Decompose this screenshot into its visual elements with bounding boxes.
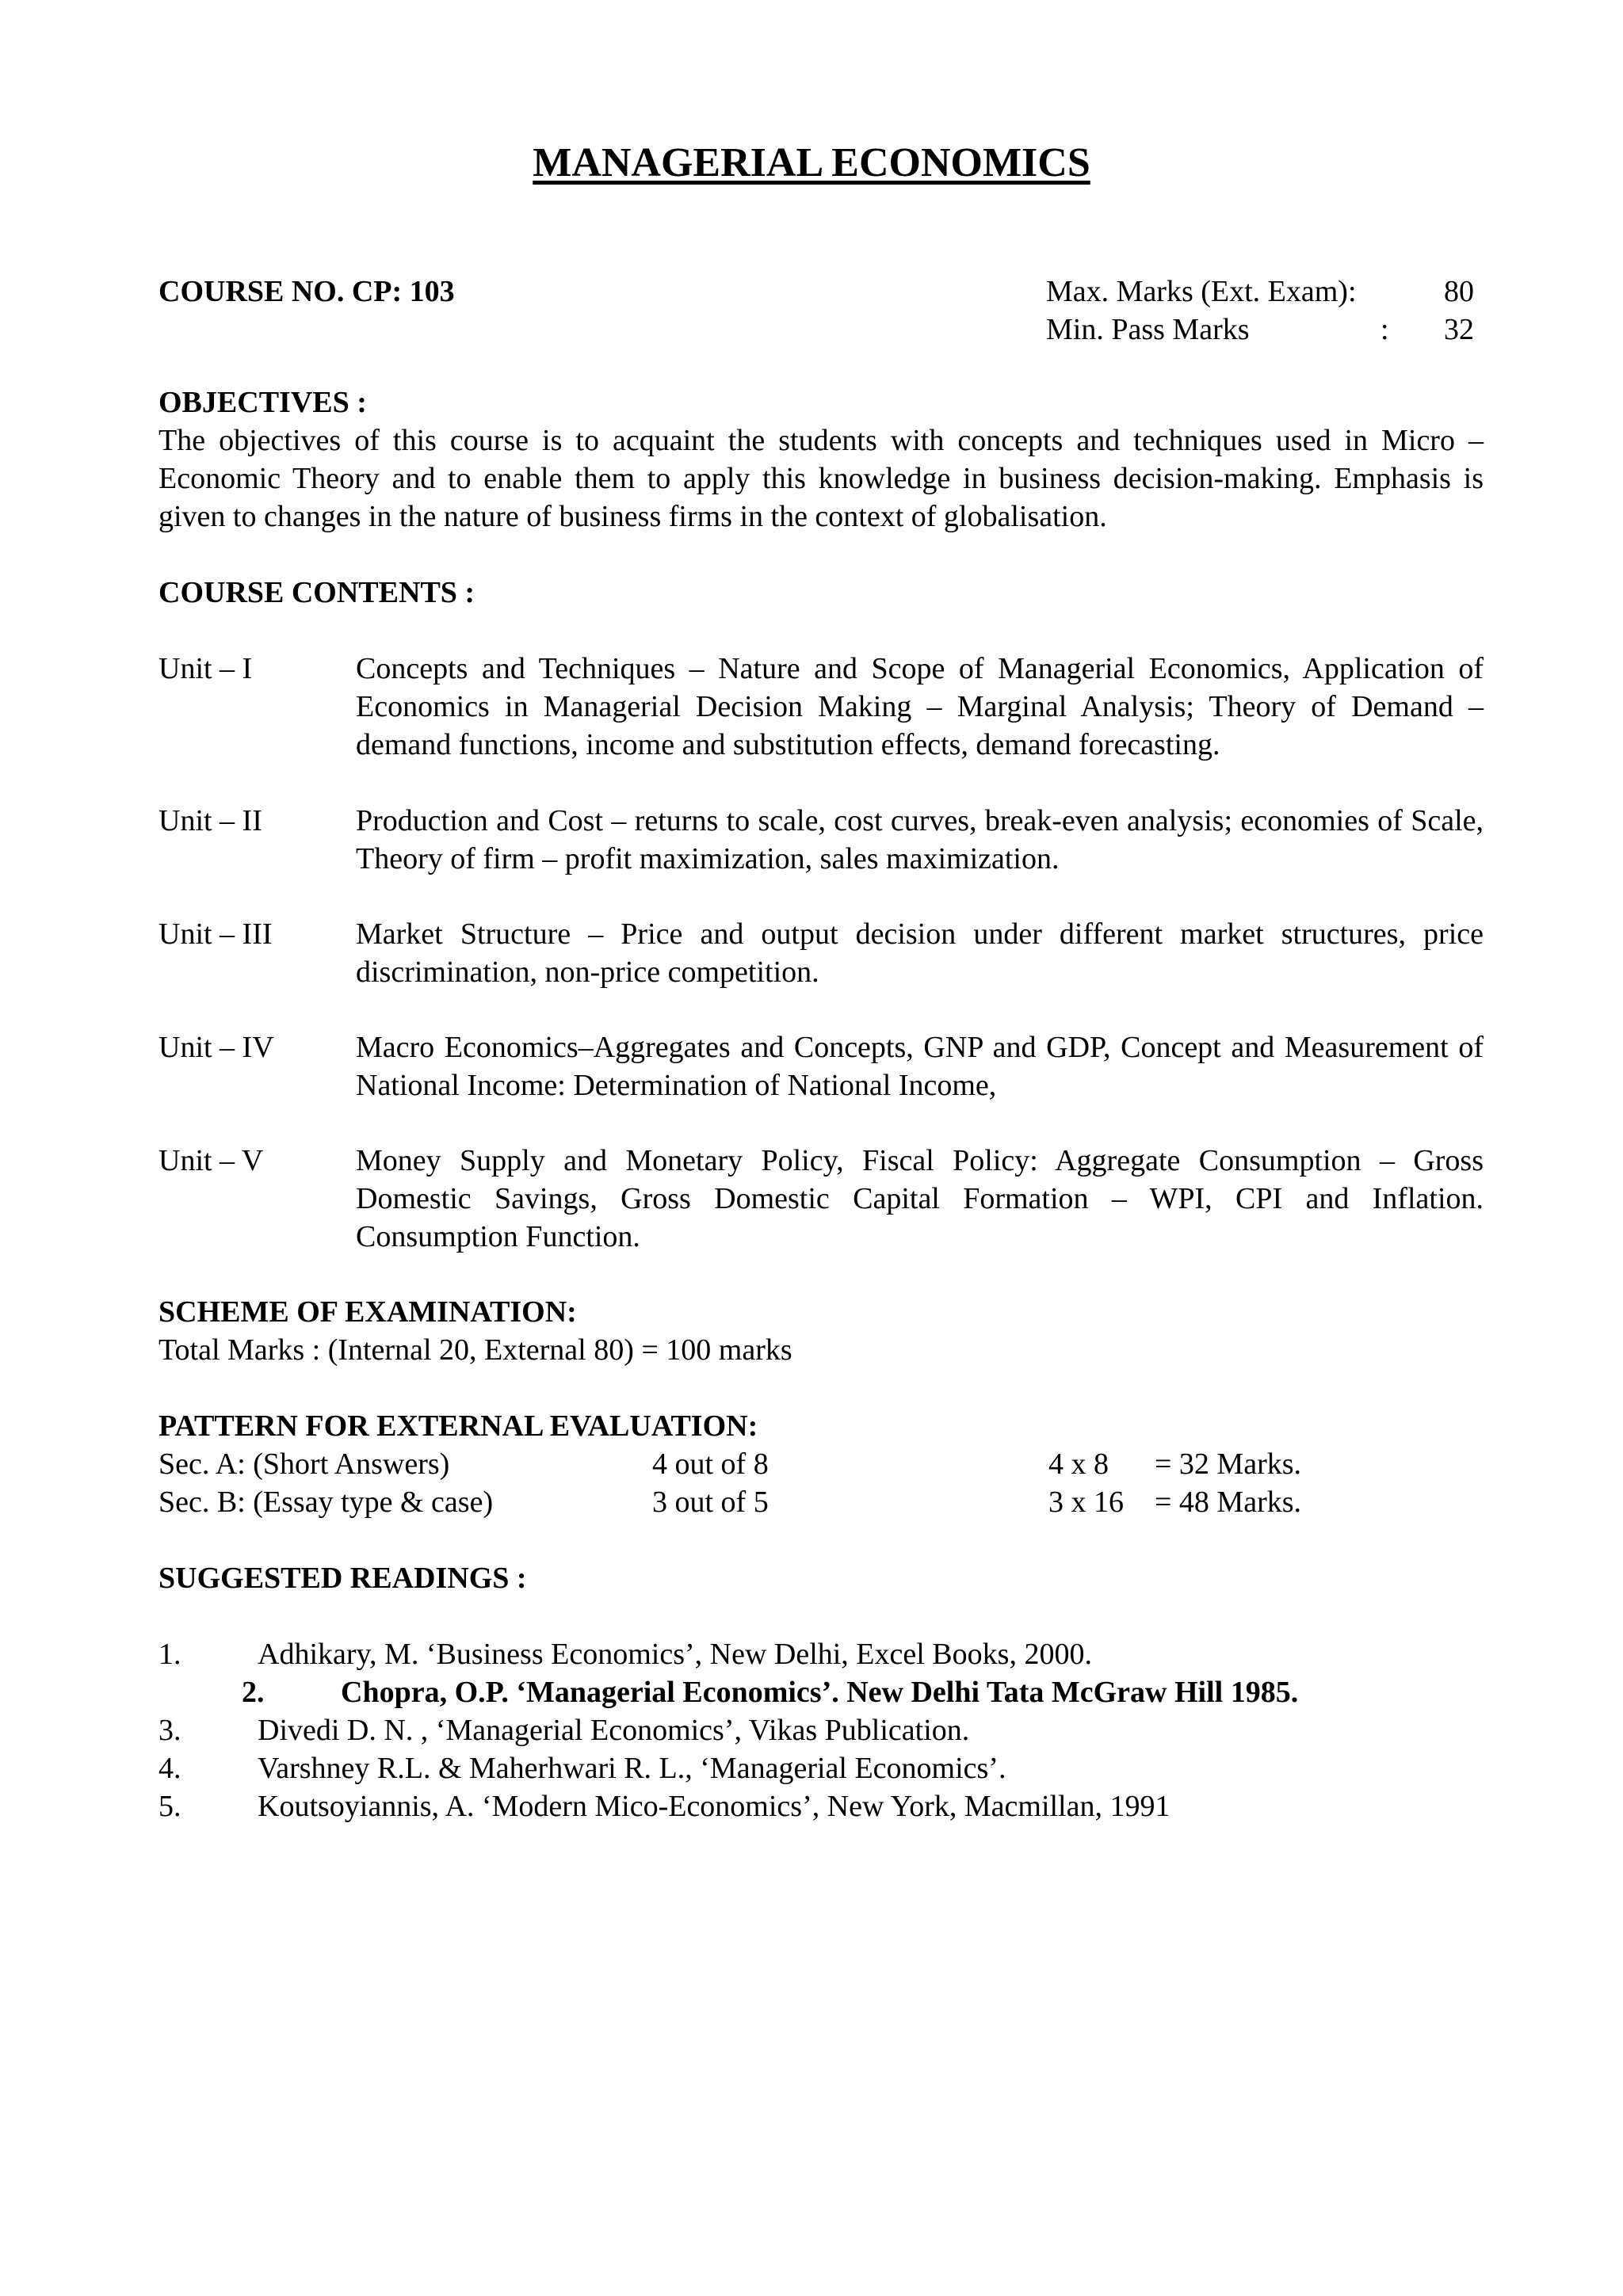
reading-text: Divedi D. N. , ‘Managerial Economics’, Vikas Publication. bbox=[258, 1714, 970, 1747]
unit-1-text: Concepts and Techniques – Nature and Scope of Managerial Economics, Application of Economics in Managerial Decision Making – Marginal Analysis; Theory of Demand – demand functions, income and substitution effects, demand forecasting. bbox=[356, 652, 1484, 761]
pattern-section: Sec. B: (Essay type & case) bbox=[158, 1486, 494, 1519]
reading-text: Koutsoyiannis, A. ‘Modern Mico-Economics’, New York, Macmillan, 1991 bbox=[258, 1790, 1170, 1823]
unit-3-label: Unit – III bbox=[158, 917, 273, 951]
unit-1-label: Unit – I bbox=[158, 652, 253, 685]
objectives-heading: OBJECTIVES : bbox=[158, 386, 367, 419]
unit-5-text: Money Supply and Monetary Policy, Fiscal Policy: Aggregate Consumption – Gross Domestic Savings, Gross Domestic Capital Formation – WPI, CPI and Inflation. Consumption Function. bbox=[356, 1144, 1484, 1253]
reading-number: 4. bbox=[158, 1752, 181, 1785]
max-marks-row bbox=[1046, 273, 1474, 311]
pattern-choice: 3 out of 5 bbox=[652, 1486, 769, 1519]
pattern-row-sec-b bbox=[158, 1483, 1506, 1521]
unit-4-text: Macro Economics–Aggregates and Concepts, GNP and GDP, Concept and Measurement of National Income: Determination of National Income, bbox=[356, 1031, 1484, 1102]
reading-number: 5. bbox=[158, 1790, 181, 1823]
course-contents-heading: COURSE CONTENTS : bbox=[158, 576, 475, 609]
max-marks-colon bbox=[1381, 273, 1426, 311]
readings-heading: SUGGESTED READINGS : bbox=[158, 1562, 527, 1595]
pattern-calc: 4 x 8 bbox=[1048, 1447, 1109, 1481]
pattern-section: Sec. A: (Short Answers) bbox=[158, 1447, 450, 1481]
min-pass-marks-value: 32 bbox=[1444, 313, 1474, 346]
unit-4-label: Unit – IV bbox=[158, 1031, 274, 1064]
objectives-text: The objectives of this course is to acquaint the students with concepts and techniques used in Micro – Economic Theory and to enable them to apply this knowledge in business decision-making. Emphasis is given to changes in the nature of business firms in the context of globalisation. bbox=[158, 424, 1484, 533]
reading-text: Varshney R.L. & Maherhwari R. L., ‘Managerial Economics’. bbox=[258, 1752, 1006, 1785]
reading-number: 1. bbox=[158, 1638, 181, 1671]
course-number: COURSE NO. CP: 103 bbox=[158, 275, 455, 308]
pattern-calc: 3 x 16 bbox=[1048, 1486, 1124, 1519]
pattern-heading: PATTERN FOR EXTERNAL EVALUATION: bbox=[158, 1409, 758, 1443]
marks-block bbox=[1046, 273, 1474, 349]
scheme-text: Total Marks : (Internal 20, External 80) = 100 marks bbox=[158, 1333, 792, 1367]
reading-number: 3. bbox=[158, 1714, 181, 1747]
max-marks-label: Max. Marks (Ext. Exam): bbox=[1046, 275, 1357, 308]
reading-text: Adhikary, M. ‘Business Economics’, New Delhi, Excel Books, 2000. bbox=[258, 1638, 1092, 1671]
scheme-heading: SCHEME OF EXAMINATION: bbox=[158, 1295, 577, 1329]
unit-5-label: Unit – V bbox=[158, 1144, 264, 1177]
unit-2-label: Unit – II bbox=[158, 804, 262, 837]
pattern-total: = 32 Marks. bbox=[1155, 1447, 1302, 1481]
pattern-choice: 4 out of 8 bbox=[652, 1447, 769, 1481]
unit-2-text: Production and Cost – returns to scale, cost curves, break-even analysis; economies of Scale, Theory of firm – profit maximization, sales maximization. bbox=[356, 804, 1484, 875]
pattern-total: = 48 Marks. bbox=[1155, 1486, 1302, 1519]
min-pass-marks-row bbox=[1046, 311, 1474, 349]
unit-3-text: Market Structure – Price and output decision under different market structures, price discrimination, non-price competition. bbox=[356, 917, 1484, 989]
min-pass-marks-colon: : bbox=[1381, 313, 1389, 346]
max-marks-value: 80 bbox=[1444, 275, 1474, 308]
reading-text: Chopra, O.P. ‘Managerial Economics’. New Delhi Tata McGraw Hill 1985. bbox=[341, 1676, 1299, 1709]
pattern-row-sec-a bbox=[158, 1445, 1506, 1483]
min-pass-marks-label: Min. Pass Marks bbox=[1046, 313, 1250, 346]
reading-number: 2. bbox=[242, 1676, 265, 1709]
page-title: MANAGERIAL ECONOMICS bbox=[533, 140, 1090, 185]
